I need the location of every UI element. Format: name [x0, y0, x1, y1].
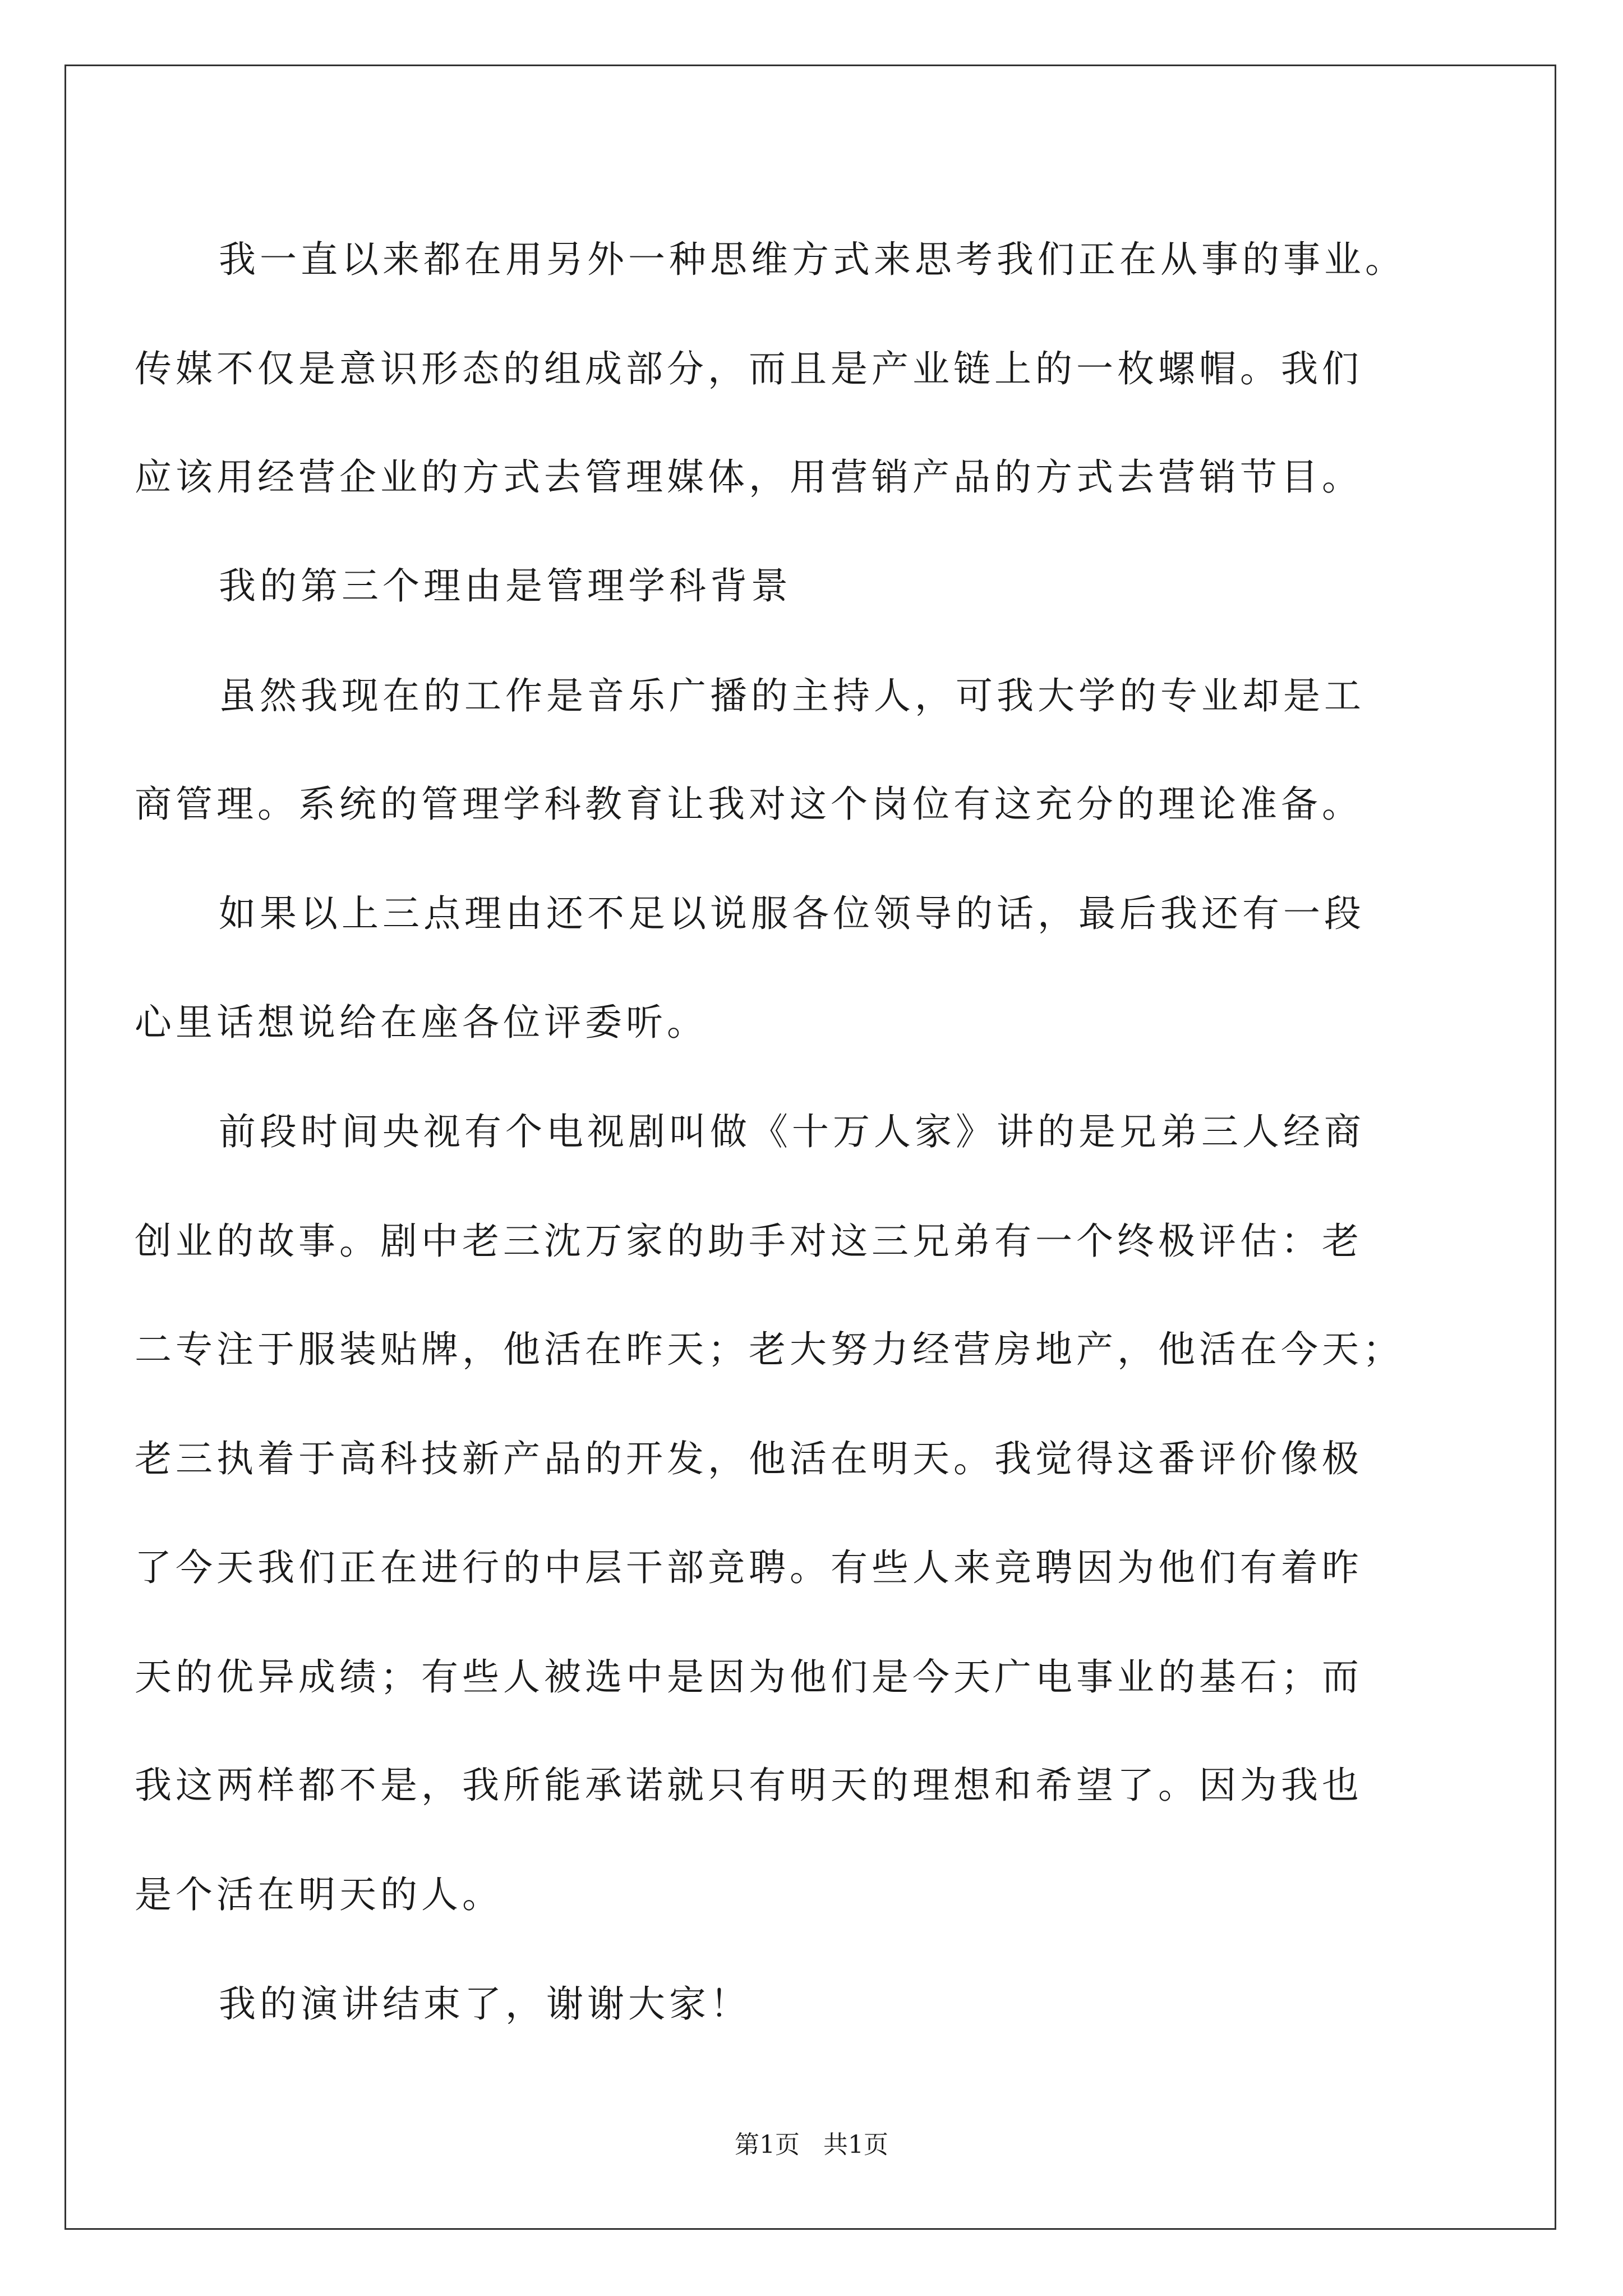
paragraph-4-line-2: 心里话想说给在座各位评委听。: [135, 1001, 708, 1044]
paragraph-5-line-2: 创业的故事。剧中老三沈万家的助手对这三兄弟有一个终极评估：老: [135, 1220, 1363, 1263]
paragraph-1-line-3: 应该用经营企业的方式去管理媒体，用营销产品的方式去营销节目。: [135, 455, 1363, 499]
paragraph-6-line-1: 我的演讲结束了，谢谢大家！: [219, 1982, 751, 2026]
paragraph-5-line-7: 我这两样都不是，我所能承诺就只有明天的理想和希望了。因为我也: [135, 1764, 1363, 1807]
paragraph-1-line-1: 我一直以来都在用另外一种思维方式来思考我们正在从事的事业。: [219, 238, 1406, 281]
paragraph-4-line-1: 如果以上三点理由还不足以说服各位领导的话，最后我还有一段: [219, 892, 1365, 935]
paragraph-3-line-1: 虽然我现在的工作是音乐广播的主持人，可我大学的专业却是工: [219, 674, 1365, 717]
paragraph-5-line-1: 前段时间央视有个电视剧叫做《十万人家》讲的是兄弟三人经商: [219, 1110, 1365, 1153]
paragraph-5-line-5: 了今天我们正在进行的中层干部竞聘。有些人来竞聘因为他们有着昨: [135, 1546, 1363, 1589]
page-number-footer: 第1页 共1页: [735, 2131, 888, 2159]
paragraph-5-line-3: 二专注于服装贴牌，他活在昨天；老大努力经营房地产，他活在今天；: [135, 1328, 1404, 1371]
paragraph-5-line-8: 是个活在明天的人。: [135, 1873, 503, 1916]
paragraph-1-line-2: 传媒不仅是意识形态的组成部分，而且是产业链上的一枚螺帽。我们: [135, 347, 1363, 390]
paragraph-5-line-4: 老三执着于高科技新产品的开发，他活在明天。我觉得这番评价像极: [135, 1437, 1363, 1480]
paragraph-3-line-2: 商管理。系统的管理学科教育让我对这个岗位有这充分的理论准备。: [135, 783, 1363, 826]
paragraph-2-line-1: 我的第三个理由是管理学科背景: [219, 564, 792, 608]
paragraph-5-line-6: 天的优异成绩；有些人被选中是因为他们是今天广电事业的基石；而: [135, 1655, 1363, 1699]
